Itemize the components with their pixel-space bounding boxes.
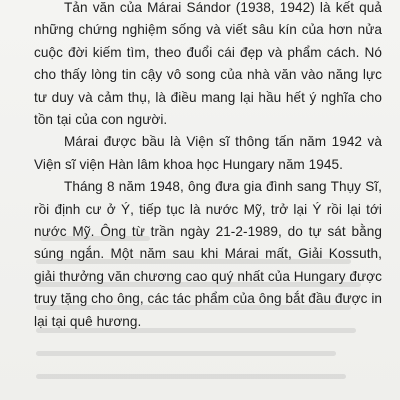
paragraph-3: Tháng 8 năm 1948, ông đưa gia đình sang Thụy Sĩ, rồi định cư ở Ý, tiếp tục là nước Mỹ, trở lại Ý rồi lại tới nước Mỹ. Ông từ trần ngày 21-2-1989, do tự sát bằng súng ngắn. Một năm sau khi Márai mất, Giải Kossuth, giải thưởng văn chương cao quý nhất của Hungary được truy tặng cho ông, các tác phẩm của ông bắt đầu được in lại tại quê hương.	[34, 179, 382, 329]
paragraph-2: Márai được bầu là Viện sĩ thông tấn năm 1942 và Viện sĩ viện Hàn lâm khoa học Hungary năm 1945.	[34, 134, 382, 172]
paragraph-1: Tản văn của Márai Sándor (1938, 1942) là kết quả những chứng nghiệm sống và viết sâu kín của hơn nửa cuộc đời kiếm tìm, theo đuổi cái đẹp và phẩm cách. Nó cho thấy lòng tin cậy vô song của nhà văn vào năng lực tư duy và cảm thụ, là điều mang lại hầu hết ý nghĩa cho tồn tại của con người.	[34, 0, 382, 128]
document-body	[34, 0, 382, 333]
bleed-line	[36, 374, 346, 379]
bleed-line	[36, 351, 336, 356]
